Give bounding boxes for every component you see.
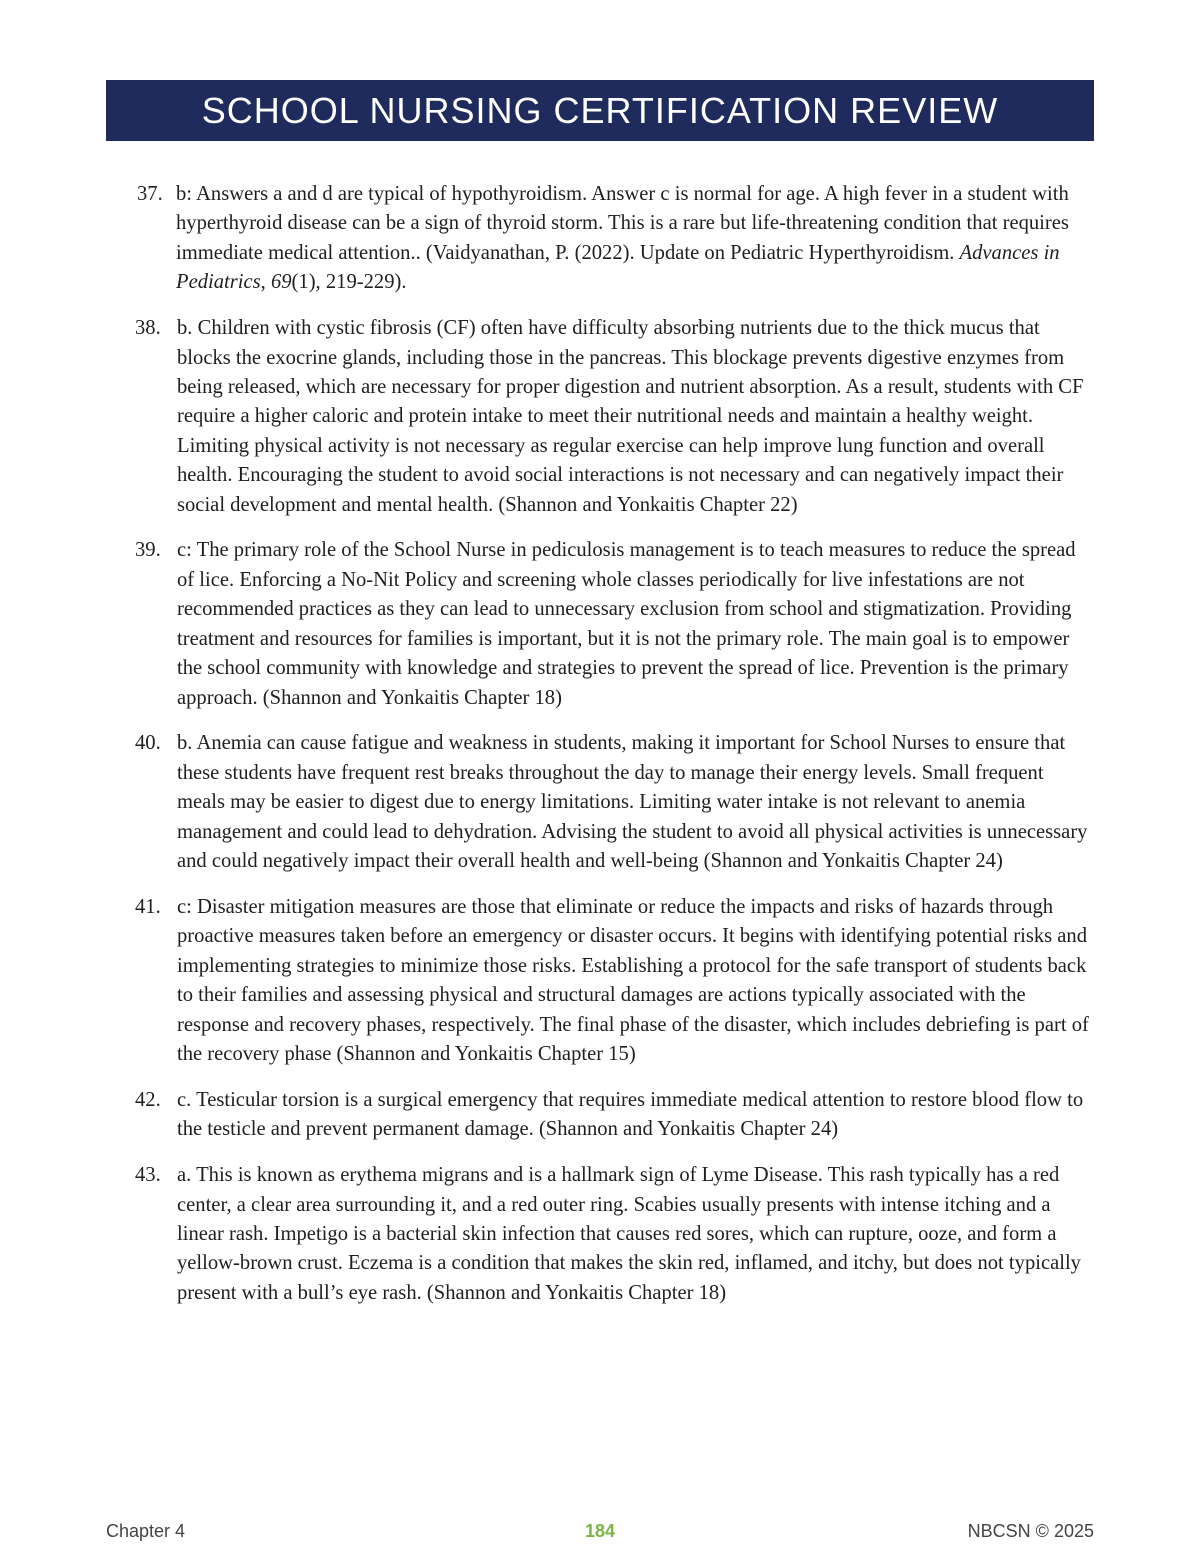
answer-text: a. This is known as erythema migrans and is a hallmark sign of Lyme Disease. This rash typically has a red center, a clear area surrounding it, and a red outer ring. Scabies usually presents with intense itching and a linear rash. Impetigo is a bacterial skin infection that causes red sores, which can rupture, ooze, and form a yellow-brown crust. Eczema is a condition that makes the skin red, inflamed, and itchy, but does not typically present with a bull’s eye rash. (Shannon and Yonkaitis Chapter 18) (177, 1164, 1081, 1304)
answer-item-40 (135, 729, 1095, 876)
answer-text: b: Answers a and d are typical of hypothyroidism. Answer c is normal for age. A high fever in a student with hyperthyroid disease can be a sign of thyroid storm. This is a rare but life-threatening condition that requires immediate medical attention.. (Vaidyanathan, P. (2022). Update on Pediatric Hyperthyroidism. Advances in Pediatrics, 69(1), 219-229). (176, 183, 1069, 294)
answer-text: c: Disaster mitigation measures are those that eliminate or reduce the impacts and risks of hazards through proactive measures taken before an emergency or disaster occurs. It begins with identifying potential risks and implementing strategies to minimize those risks. Establishing a protocol for the safe transport of students back to their families and assessing physical and structural damages are actions typically associated with the response and recovery phases, respectively. The final phase of the disaster, which includes debriefing is part of the recovery phase (Shannon and Yonkaitis Chapter 15) (177, 895, 1089, 1065)
header-banner (106, 80, 1094, 141)
answer-item-38 (135, 314, 1095, 520)
answer-number: 38. (135, 317, 161, 340)
journal-volume: 69 (270, 271, 292, 294)
answer-item-39 (135, 536, 1095, 712)
answer-item-41 (135, 893, 1095, 1069)
answer-number: 41. (135, 895, 161, 918)
answer-text: b. Children with cystic fibrosis (CF) often have difficulty absorbing nutrients due to the thick mucus that blocks the exocrine glands, including those in the pancreas. This blockage prevents digestive enzymes from being released, which are necessary for proper digestion and nutrient absorption. As a result, students with CF require a higher caloric and protein intake to meet their nutritional needs and maintain a healthy weight. Limiting physical activity is not necessary as regular exercise can help improve lung function and overall health. Encouraging the student to avoid social interactions is not necessary and can negatively impact their social development and mental health. (Shannon and Yonkaitis Chapter 22) (177, 317, 1084, 516)
answer-text: c. Testicular torsion is a surgical emergency that requires immediate medical attention to restore blood flow to the testicle and prevent permanent damage. (Shannon and Yonkaitis Chapter 24) (177, 1088, 1084, 1141)
answer-list (135, 180, 1095, 1325)
answer-text: b. Anemia can cause fatigue and weakness in students, making it important for School Nurses to ensure that these students have frequent rest breaks throughout the day to manage their energy levels. Small frequent meals may be easier to digest due to energy limitations. Limiting water intake is not relevant to anemia management and could lead to dehydration. Advising the student to avoid all physical activities is unnecessary and could negatively impact their overall health and well-being (Shannon and Yonkaitis Chapter 24) (177, 732, 1088, 873)
answer-item-42 (135, 1086, 1095, 1145)
page-number: 184 (584, 1521, 616, 1541)
answer-text: c: The primary role of the School Nurse in pediculosis management is to teach measures to reduce the spread of lice. Enforcing a No-Nit Policy and screening whole classes periodically for live infestations are not recommended practices as they can lead to unnecessary exclusion from school and stigmatization. Providing treatment and resources for families is important, but it is not the primary role. The main goal is to empower the school community with knowledge and strategies to prevent the spread of lice. Prevention is the primary approach. (Shannon and Yonkaitis Chapter 18) (177, 539, 1076, 709)
answer-item-43 (135, 1161, 1095, 1308)
footer-chapter: Chapter 4 (106, 1521, 186, 1541)
page-footer (106, 1521, 1094, 1545)
answer-number: 42. (135, 1088, 161, 1111)
page-title: SCHOOL NURSING CERTIFICATION REVIEW (201, 89, 999, 131)
answer-number: 40. (135, 732, 161, 755)
footer-copyright: NBCSN © 2025 (967, 1521, 1094, 1541)
answer-number: 43. (135, 1164, 161, 1187)
answer-item-37 (135, 180, 1095, 298)
journal-title: Advances in Pediatrics (176, 241, 1060, 294)
answer-number: 37. (137, 183, 163, 205)
answer-number: 39. (135, 539, 161, 562)
